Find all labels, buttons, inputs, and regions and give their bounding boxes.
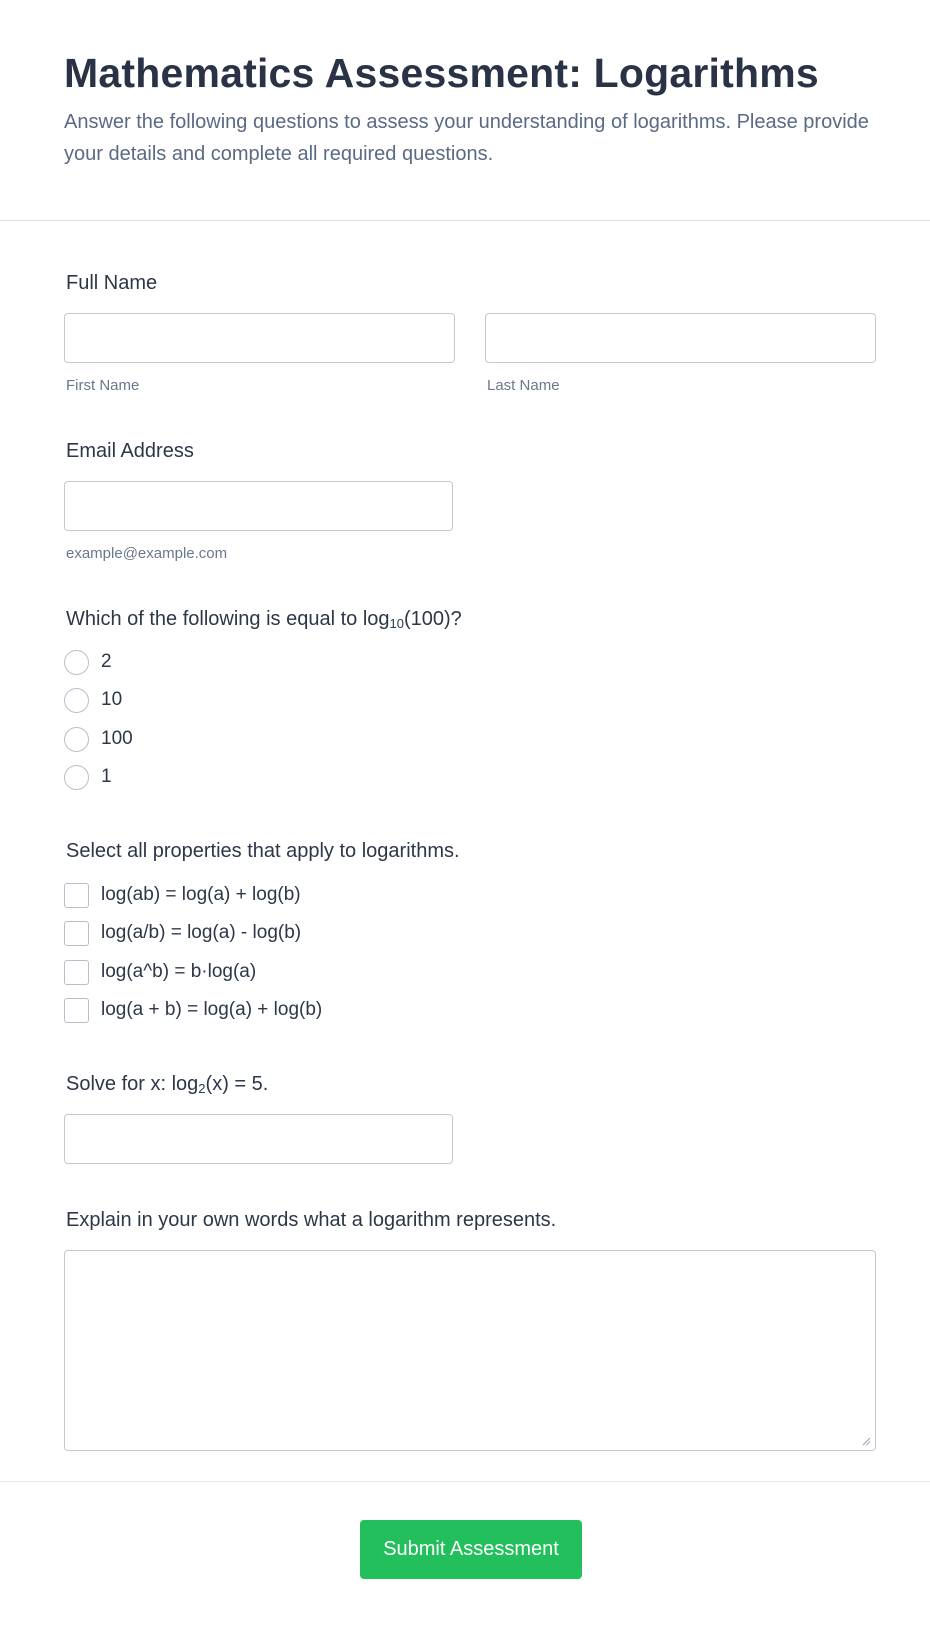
q2-option-checkbox[interactable] bbox=[64, 921, 89, 946]
last-name-sublabel: Last Name bbox=[487, 377, 560, 394]
q2-option-checkbox[interactable] bbox=[64, 883, 89, 908]
first-name-sublabel: First Name bbox=[66, 377, 140, 394]
email-label: Email Address bbox=[66, 440, 194, 462]
q1-option-radio[interactable] bbox=[64, 650, 89, 675]
last-name-input[interactable] bbox=[485, 313, 876, 363]
page-title: Mathematics Assessment: Logarithms bbox=[64, 50, 819, 96]
q4-label: Explain in your own words what a logarithm represents. bbox=[66, 1209, 557, 1231]
q1-option-label: 100 bbox=[101, 728, 133, 749]
submit-button[interactable]: Submit Assessment bbox=[360, 1520, 582, 1579]
first-name-input[interactable] bbox=[64, 313, 455, 363]
q3-label: Solve for x: log2(x) = 5. bbox=[66, 1073, 269, 1096]
q2-label: Select all properties that apply to logarithms. bbox=[66, 840, 460, 862]
q2-option-checkbox[interactable] bbox=[64, 998, 89, 1023]
q1-option-label: 1 bbox=[101, 766, 112, 787]
full-name-label: Full Name bbox=[66, 272, 158, 294]
email-sublabel: example@example.com bbox=[66, 545, 228, 562]
q2-option-label: log(a/b) = log(a) - log(b) bbox=[101, 922, 302, 943]
q2-option-label: log(ab) = log(a) + log(b) bbox=[101, 884, 301, 905]
q1-option-label: 2 bbox=[101, 651, 112, 672]
q4-answer-textarea[interactable] bbox=[64, 1250, 876, 1451]
q3-answer-input[interactable] bbox=[64, 1114, 453, 1164]
page-description: Answer the following questions to assess your understanding of logarithms. Please provide your details and complete all required questions. bbox=[64, 111, 869, 165]
footer-divider bbox=[0, 1481, 930, 1482]
q2-option-checkbox[interactable] bbox=[64, 960, 89, 985]
q1-option-radio[interactable] bbox=[64, 688, 89, 713]
q1-option-radio[interactable] bbox=[64, 727, 89, 752]
q1-option-radio[interactable] bbox=[64, 765, 89, 790]
form-header bbox=[0, 0, 930, 221]
q1-option-label: 10 bbox=[101, 689, 123, 710]
email-input[interactable] bbox=[64, 481, 453, 531]
q2-option-label: log(a^b) = b·log(a) bbox=[101, 961, 257, 982]
q2-option-label: log(a + b) = log(a) + log(b) bbox=[101, 999, 323, 1020]
resize-grip-icon[interactable] bbox=[862, 1437, 871, 1446]
q1-label: Which of the following is equal to log10(100)? bbox=[66, 608, 462, 631]
